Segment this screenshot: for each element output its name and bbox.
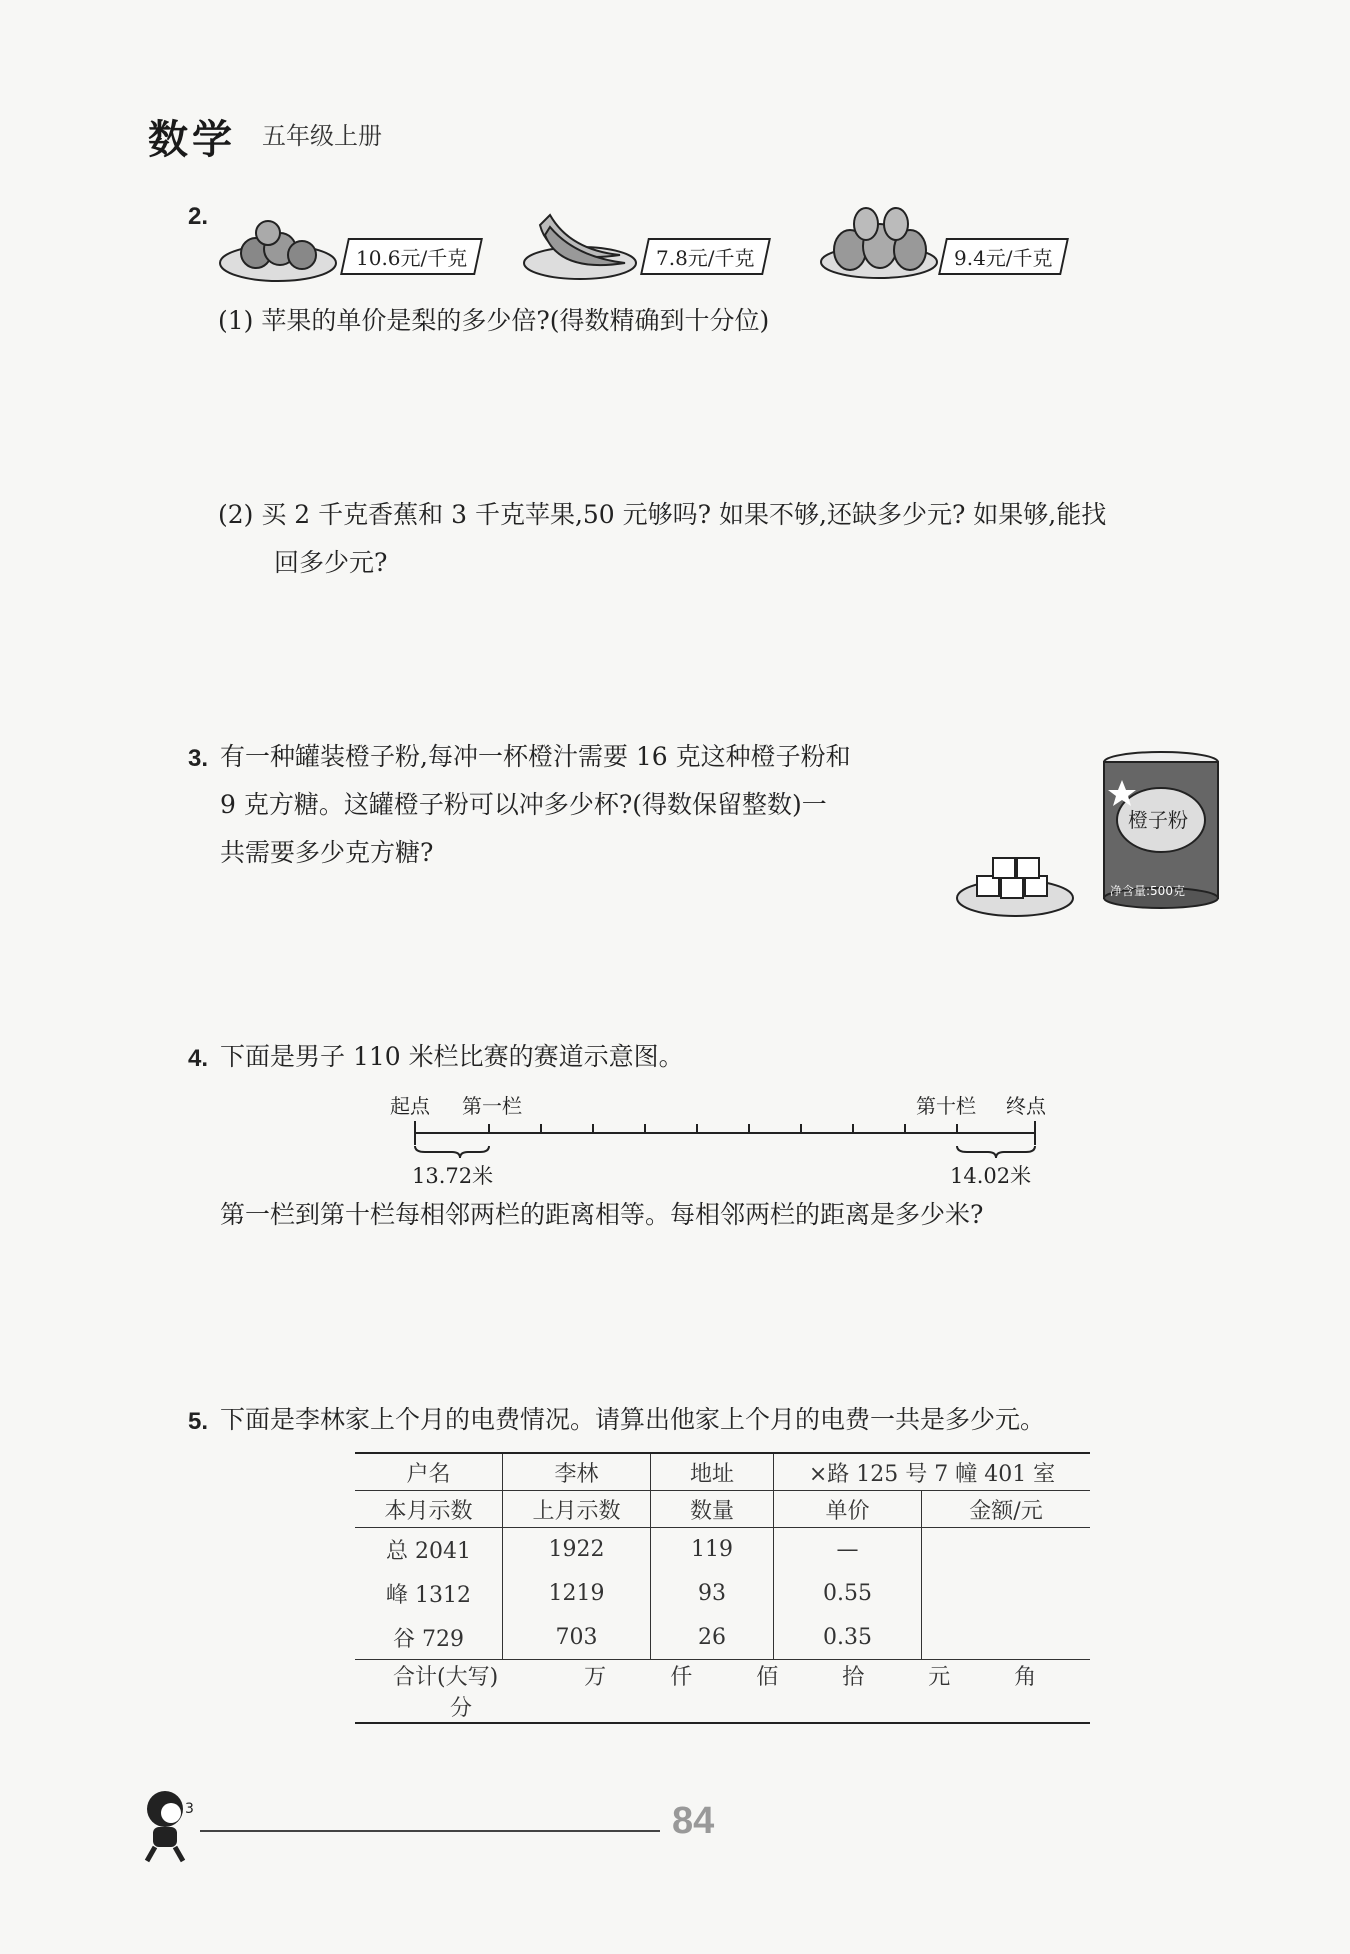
subject-title: 数学 xyxy=(148,117,236,163)
header-amount: 金额/元 xyxy=(969,1498,1043,1524)
q4-title: 下面是男子 110 米栏比赛的赛道示意图。 xyxy=(220,1042,684,1071)
cell-valley-amount xyxy=(922,1616,1091,1660)
unit-qian: 仟 xyxy=(670,1665,693,1690)
table-row xyxy=(355,1528,1090,1572)
track-first-hurdle-label: 第一栏 xyxy=(462,1094,522,1118)
cell-total-amount xyxy=(922,1528,1091,1572)
cell-valley-quantity: 26 xyxy=(651,1616,774,1660)
track-start-label: 起点 xyxy=(390,1094,430,1118)
sugar-cube-plate-icon xyxy=(955,850,1075,920)
header-previous-reading: 上月示数 xyxy=(503,1491,651,1528)
svg-text:3: 3 xyxy=(185,1801,194,1817)
table-row xyxy=(355,1572,1090,1616)
cell-valley-previous: 703 xyxy=(503,1616,651,1660)
q4-number: 4. xyxy=(188,1045,209,1072)
track-diagram xyxy=(400,1118,1050,1166)
address-cell: ×路 125 号 7 幢 401 室 xyxy=(808,1461,1056,1487)
footer-line xyxy=(200,1830,660,1832)
cell-peak-current: 峰 1312 xyxy=(355,1572,503,1616)
cell-total-quantity: 119 xyxy=(651,1528,774,1572)
cell-total-current: 总 2041 xyxy=(355,1528,503,1572)
total-row xyxy=(355,1660,1090,1724)
total-cell xyxy=(355,1660,1090,1724)
cell-peak-quantity: 93 xyxy=(651,1572,774,1616)
grade-label: 五年级上册 xyxy=(262,122,382,150)
unit-yuan: 元 xyxy=(928,1665,951,1690)
q5-title: 下面是李林家上个月的电费情况。请算出他家上个月的电费一共是多少元。 xyxy=(220,1405,1046,1434)
header-quantity: 数量 xyxy=(651,1491,774,1528)
page-number: 84 xyxy=(672,1800,715,1842)
cell-valley-price: 0.35 xyxy=(774,1616,922,1660)
header-current-reading: 本月示数 xyxy=(355,1491,503,1528)
apple-price-tag: 10.6元/千克 xyxy=(340,238,483,275)
q2-number: 2. xyxy=(188,203,209,230)
banana-price-tag: 7.8元/千克 xyxy=(640,238,770,275)
dist-start-label: 13.72米 xyxy=(412,1164,494,1188)
can-net-weight: 净含量:500克 xyxy=(1110,884,1185,898)
orange-powder-can xyxy=(1102,750,1220,910)
q3-line2: 9 克方糖。这罐橙子粉可以冲多少杯?(得数保留整数)一 xyxy=(220,790,827,819)
q2-part2-line1: (2) 买 2 千克香蕉和 3 千克苹果,50 元够吗? 如果不够,还缺多少元? 如果够,能找 xyxy=(218,500,1107,529)
q3-line3: 共需要多少克方糖? xyxy=(220,838,434,867)
cell-peak-amount xyxy=(922,1572,1091,1616)
track-tenth-hurdle-label: 第十栏 xyxy=(916,1094,976,1118)
table-header-row xyxy=(355,1491,1090,1528)
table-row xyxy=(355,1453,1090,1491)
unit-shi: 拾 xyxy=(842,1665,865,1690)
q5-number: 5. xyxy=(188,1408,209,1435)
cell-valley-current: 谷 729 xyxy=(355,1616,503,1660)
q3-line1: 有一种罐装橙子粉,每冲一杯橙汁需要 16 克这种橙子粉和 xyxy=(220,742,851,771)
unit-wan: 万 xyxy=(584,1665,607,1690)
mascot-icon xyxy=(135,1785,205,1865)
name-label-cell: 户名 xyxy=(355,1453,503,1491)
header-unit-price: 单价 xyxy=(774,1491,922,1528)
cell-total-previous: 1922 xyxy=(503,1528,651,1572)
table-row xyxy=(355,1616,1090,1660)
unit-jiao: 角 xyxy=(1014,1665,1037,1690)
apple-plate-icon xyxy=(218,215,338,285)
cell-total-price: — xyxy=(774,1528,922,1572)
total-label: 合计(大写) xyxy=(393,1665,499,1690)
cell-peak-previous: 1219 xyxy=(503,1572,651,1616)
unit-fen: 分 xyxy=(450,1696,473,1721)
cell-peak-price: 0.55 xyxy=(774,1572,922,1616)
q4-question: 第一栏到第十栏每相邻两栏的距离相等。每相邻两栏的距离是多少米? xyxy=(220,1200,984,1229)
dist-end-label: 14.02米 xyxy=(950,1164,1032,1188)
pear-plate-icon xyxy=(818,200,940,285)
q2-part2-line2: 回多少元? xyxy=(274,548,388,577)
name-cell: 李林 xyxy=(503,1453,651,1491)
banana-plate-icon xyxy=(520,205,640,285)
unit-bai: 佰 xyxy=(756,1665,779,1690)
address-label-cell: 地址 xyxy=(651,1453,774,1491)
pear-price-tag: 9.4元/千克 xyxy=(938,238,1068,275)
electricity-table xyxy=(355,1452,1090,1724)
q3-number: 3. xyxy=(188,745,209,772)
track-end-label: 终点 xyxy=(1006,1094,1046,1118)
can-label: 橙子粉 xyxy=(1128,808,1188,832)
q2-part1: (1) 苹果的单价是梨的多少倍?(得数精确到十分位) xyxy=(218,306,770,335)
